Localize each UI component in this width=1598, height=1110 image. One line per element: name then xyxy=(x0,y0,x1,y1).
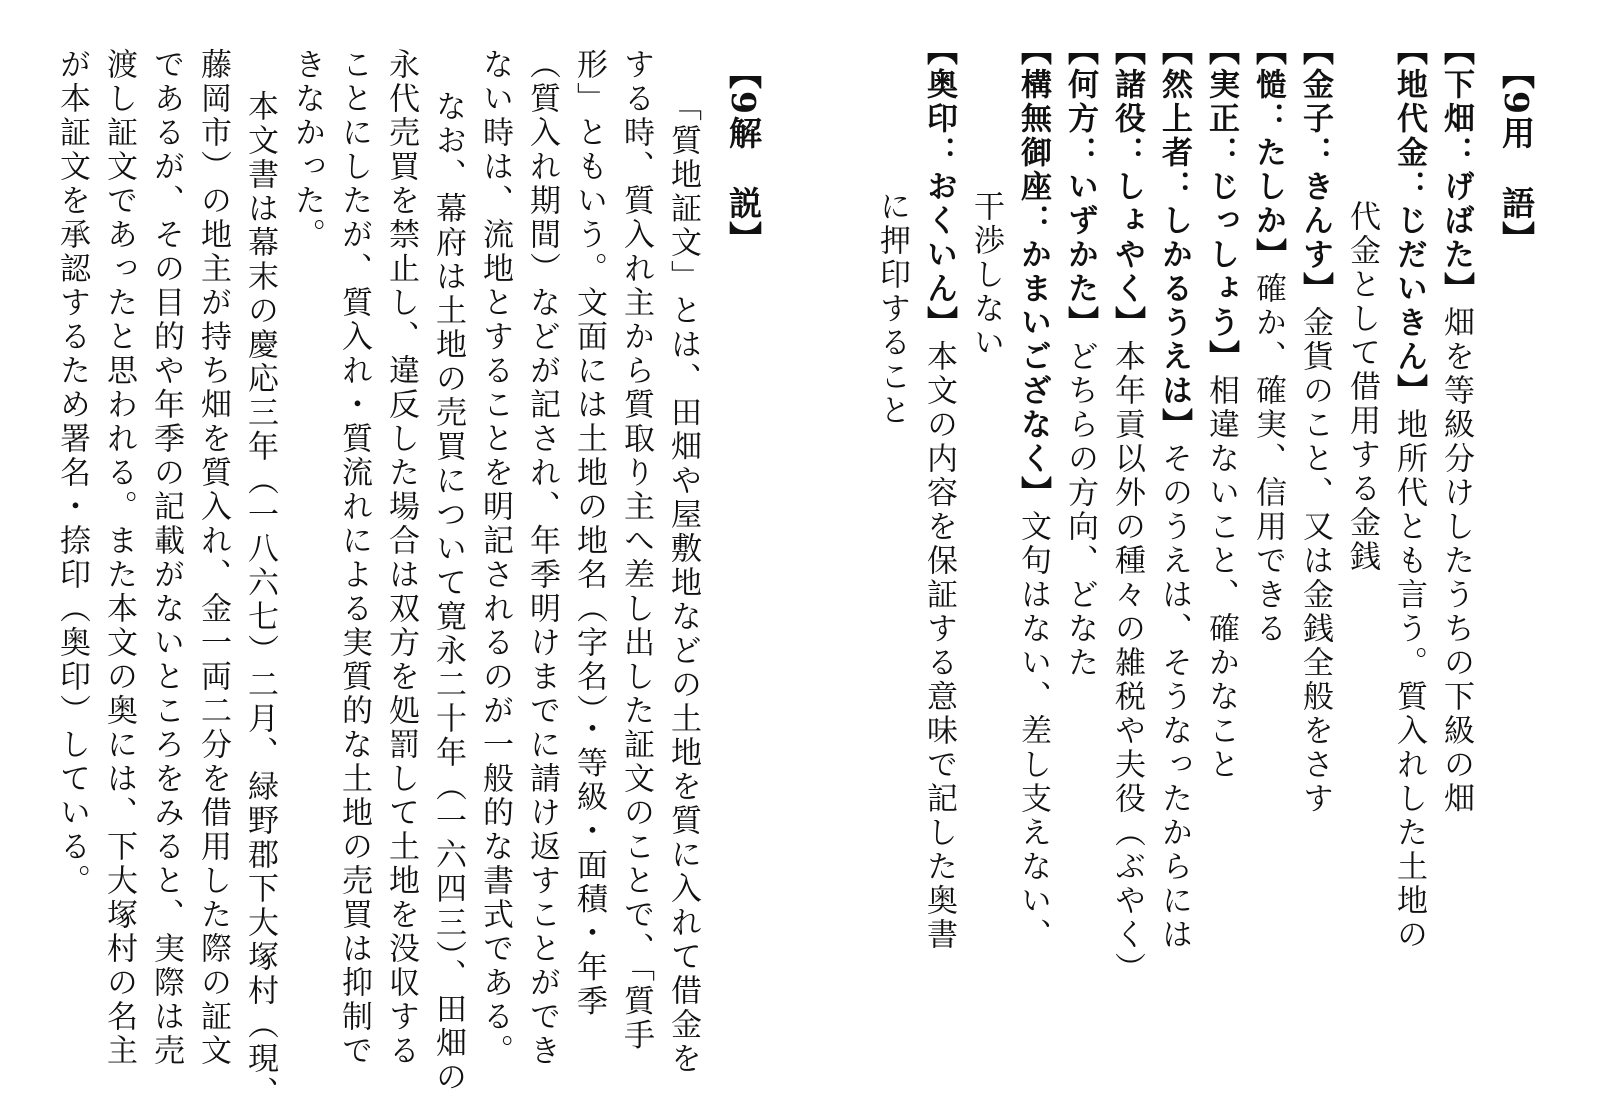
glossary-line xyxy=(874,190,910,428)
glossary-definition: 金貨のこと、又は金銭全般をさす xyxy=(1297,306,1333,816)
glossary-definition: そのうえは、そうなったからには xyxy=(1156,442,1192,952)
glossary-definition: 地所代とも言う。質入れした土地の xyxy=(1391,408,1427,952)
glossary-definition: 本年貢以外の種々の雑税や夫役（ぶやく） xyxy=(1109,340,1145,986)
glossary-line xyxy=(1250,34,1286,646)
glossary-term: 【奥印：おくいん】 xyxy=(921,34,957,340)
glossary-line xyxy=(1109,34,1145,986)
glossary-line xyxy=(1391,34,1427,952)
commentary-line: きなかった。 xyxy=(289,48,325,252)
commentary-line: する時、質入れ主から質取り主へ差し出した証文のことで、「質手 xyxy=(618,48,654,1053)
glossary-line xyxy=(1438,34,1474,816)
commentary-line: ことにしたが、質入れ・質流れによる実質的な土地の売買は抑制で xyxy=(336,48,372,1068)
glossary-heading: 【9用 語】 xyxy=(1497,56,1536,256)
commentary-line: であるが、その目的や年季の記載がないところをみると、実際は売 xyxy=(148,48,184,1068)
glossary-term: 【慥：たしか】 xyxy=(1250,34,1286,272)
commentary-line: 永代売買を禁止し、違反した場合は双方を処罰して土地を没収する xyxy=(383,48,419,1068)
commentary-line: が本証文を承認するため署名・捺印（奥印）している。 xyxy=(54,48,90,898)
glossary-definition: 相違ないこと、確かなこと xyxy=(1203,374,1239,782)
glossary-definition: 代金として借用する金銭 xyxy=(1344,200,1380,574)
glossary-definition: 畑を等級分けしたうちの下級の畑 xyxy=(1438,306,1474,816)
commentary-line: 形」ともいう。文面には土地の地名（字名）・等級・面積・年季 xyxy=(571,48,607,1019)
glossary-definition: どちらの方向、どなた xyxy=(1062,340,1098,680)
glossary-line xyxy=(1156,34,1192,952)
glossary-line xyxy=(968,190,1004,360)
glossary-term: 【構無御座：かまいござなく】 xyxy=(1015,34,1051,510)
glossary-line xyxy=(1062,34,1098,680)
commentary-line: 「質地証文」とは、田畑や屋敷地などの土地を質に入れて借金を xyxy=(665,90,701,1076)
glossary-definition: 文句はない、差し支えない、 xyxy=(1015,510,1051,952)
glossary-term: 【下畑：げばた】 xyxy=(1438,34,1474,306)
glossary-term: 【何方：いずかた】 xyxy=(1062,34,1098,340)
commentary-line: （質入れ期間）などが記され、年季明けまでに請け返すことができ xyxy=(524,48,560,1068)
glossary-line xyxy=(1297,34,1333,816)
glossary-term: 【地代金：じだいきん】 xyxy=(1391,34,1427,408)
commentary-line: 渡し証文であったと思われる。また本文の奥には、下大塚村の名主 xyxy=(101,48,137,1068)
commentary-line: 藤岡市）の地主が持ち畑を質入れ、金一両二分を借用した際の証文 xyxy=(195,48,231,1068)
glossary-definition: 干渉しない xyxy=(968,190,1004,360)
glossary-line xyxy=(921,34,957,952)
glossary-definition: に押印すること xyxy=(874,190,910,428)
commentary-line: 本文書は幕末の慶応三年（一八六七）二月、緑野郡下大塚村（現、 xyxy=(242,90,278,1110)
commentary-line: なお、幕府は土地の売買について寛永二十年（一六四三）、田畑の xyxy=(430,90,466,1095)
glossary-line xyxy=(1344,200,1380,574)
glossary-line xyxy=(1203,34,1239,782)
commentary-line: ない時は、流地とすることを明記されるのが一般的な書式である。 xyxy=(477,48,513,1068)
glossary-term: 【金子：きんす】 xyxy=(1297,34,1333,306)
glossary-definition: 確か、確実、信用できる xyxy=(1250,272,1286,646)
glossary-line xyxy=(1015,34,1051,952)
glossary-term: 【然上者：しかるうえは】 xyxy=(1156,34,1192,442)
glossary-term: 【諸役：しょやく】 xyxy=(1109,34,1145,340)
commentary-heading: 【9解 説】 xyxy=(724,56,763,256)
glossary-term: 【実正：じっしょう】 xyxy=(1203,34,1239,374)
glossary-definition: 本文の内容を保証する意味で記した奥書 xyxy=(921,340,957,952)
